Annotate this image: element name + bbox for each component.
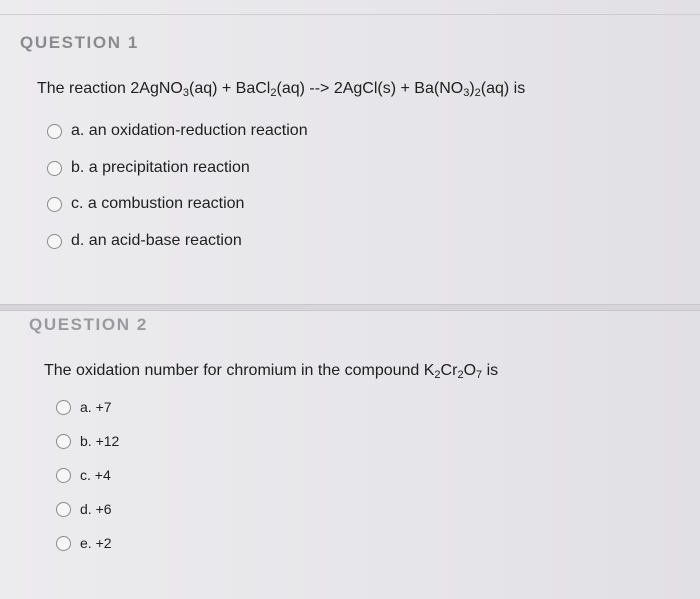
radio-button[interactable] xyxy=(56,434,71,449)
question-1-header: QUESTION 1 xyxy=(20,33,139,52)
radio-button[interactable] xyxy=(47,124,62,139)
question-2-option-e[interactable] xyxy=(56,535,112,551)
radio-button[interactable] xyxy=(56,468,71,483)
question-2-option-a[interactable] xyxy=(56,399,112,415)
section-divider xyxy=(0,304,700,311)
option-label: c. a combustion reaction xyxy=(71,195,245,212)
question-1-option-a[interactable] xyxy=(47,122,308,140)
question-1-option-d[interactable] xyxy=(47,232,242,250)
radio-button[interactable] xyxy=(56,400,71,415)
option-label: d. an acid-base reaction xyxy=(71,232,242,249)
option-label: d. +6 xyxy=(80,501,112,517)
radio-button[interactable] xyxy=(47,161,62,176)
option-label: e. +2 xyxy=(80,535,112,551)
question-2-header: QUESTION 2 xyxy=(29,315,148,334)
question-1-option-b[interactable] xyxy=(47,159,250,177)
question-1-prompt: The reaction 2AgNO$_3$(aq) + BaCl$_2$(aq) --> 2AgCl(s) + $Ba(NO_3)_2(aq)$ is xyxy=(37,80,526,99)
option-label: a. an oxidation-reduction reaction xyxy=(71,122,308,139)
question-2-prompt: The oxidation number for chromium in the compound $K_2Cr_2O_7$ is xyxy=(44,362,499,381)
radio-button[interactable] xyxy=(47,234,62,249)
question-1-option-c[interactable] xyxy=(47,195,244,213)
radio-button[interactable] xyxy=(47,197,62,212)
question-2-option-d[interactable] xyxy=(56,501,112,517)
radio-button[interactable] xyxy=(56,536,71,551)
question-2-option-c[interactable] xyxy=(56,467,111,483)
option-label: a. +7 xyxy=(80,399,112,415)
question-2-option-b[interactable] xyxy=(56,433,119,449)
radio-button[interactable] xyxy=(56,502,71,517)
option-label: c. +4 xyxy=(80,467,111,483)
option-label: b. a precipitation reaction xyxy=(71,159,250,176)
option-label: b. +12 xyxy=(80,433,120,449)
